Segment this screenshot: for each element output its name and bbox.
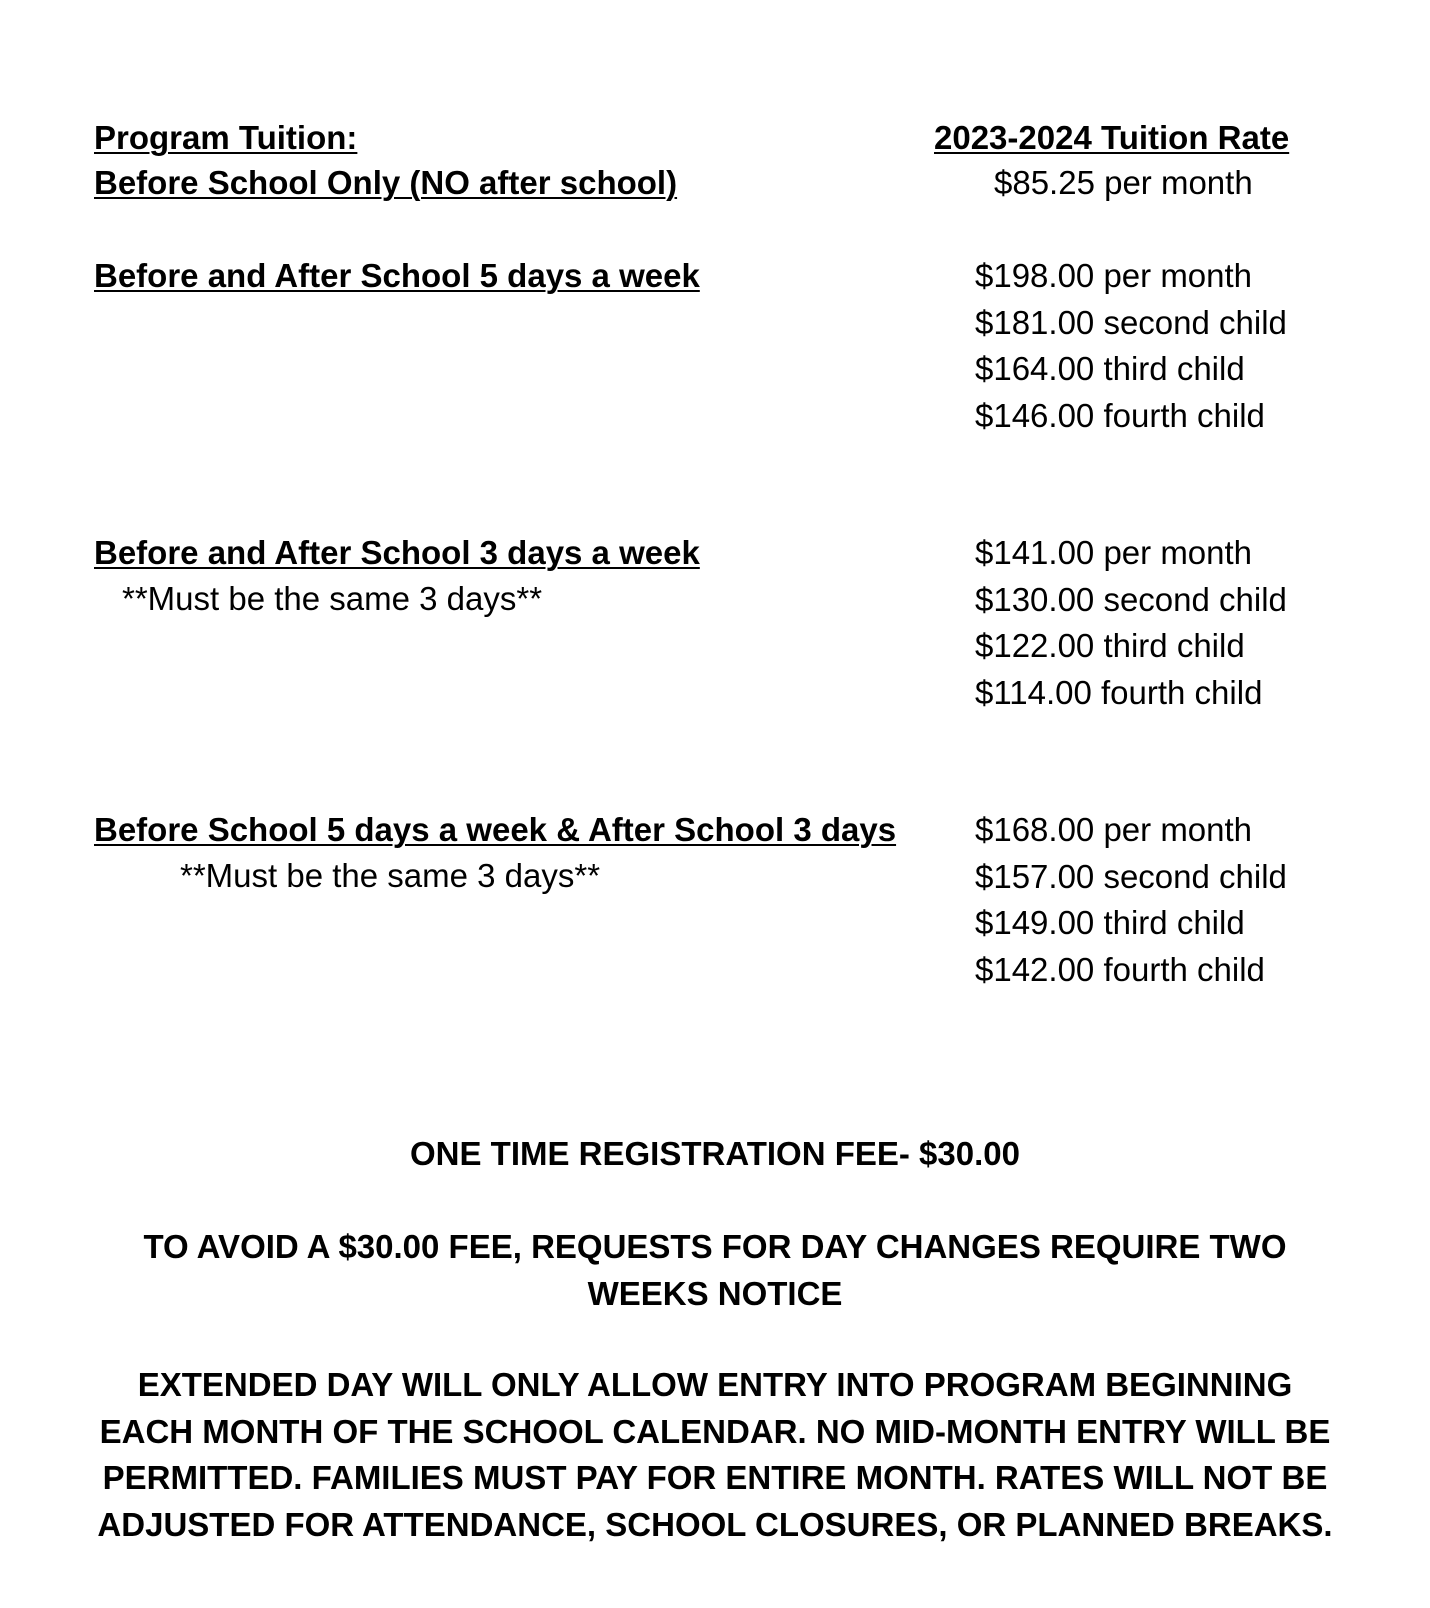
rate-fourth-child: $146.00 fourth child (975, 396, 1265, 434)
rate-list-before-after-5 (975, 253, 1287, 439)
program-note-same-days: **Must be the same 3 days** (180, 857, 601, 894)
rate-third-child: $164.00 third child (975, 350, 1245, 387)
rate-before-only: $85.25 per month (994, 164, 1253, 201)
program-title-before-after-3: Before and After School 3 days a week (94, 534, 700, 571)
rate-list-before-5-after-3 (975, 807, 1287, 993)
entry-policy-notice: EXTENDED DAY WILL ONLY ALLOW ENTRY INTO PROGRAM BEGINNING EACH MONTH OF THE SCHOOL CALENDAR. NO MID-MONTH ENTRY WILL BE PERMITTED. FAMILIES MUST PAY FOR ENTIRE MONTH. RATES WILL NOT BE ADJUSTED FOR ATTENDANCE, SCHOOL CLOSURES, OR PLANNED BREAKS. (97, 1366, 1333, 1543)
program-title-before-only: Before School Only (NO after school) (94, 164, 678, 201)
tuition-rate-heading: 2023-2024 Tuition Rate (934, 119, 1290, 156)
rate-first-child: $198.00 per month (975, 257, 1253, 294)
program-title-before-5-after-3: Before School 5 days a week & After School 3 days (94, 811, 897, 848)
program-tuition-heading: Program Tuition: (94, 119, 358, 156)
program-title-before-after-5: Before and After School 5 days a week (94, 257, 700, 294)
rate-list-before-after-3 (975, 530, 1287, 716)
rate-third-child: $149.00 third child (975, 904, 1245, 941)
program-note-same-days: **Must be the same 3 days** (122, 580, 543, 617)
rate-first-child: $168.00 per month (975, 811, 1253, 848)
rate-second-child: $181.00 second child (975, 303, 1287, 341)
rate-fourth-child: $142.00 fourth child (975, 950, 1265, 988)
rate-second-child: $157.00 second child (975, 857, 1287, 895)
registration-fee-notice: ONE TIME REGISTRATION FEE- $30.00 (409, 1135, 1020, 1172)
day-change-fee-notice: TO AVOID A $30.00 FEE, REQUESTS FOR DAY CHANGES REQUIRE TWO WEEKS NOTICE (143, 1228, 1287, 1312)
rate-third-child: $122.00 third child (975, 627, 1245, 664)
rate-fourth-child: $114.00 fourth child (975, 673, 1263, 711)
rate-first-child: $141.00 per month (975, 534, 1253, 571)
rate-second-child: $130.00 second child (975, 580, 1287, 618)
